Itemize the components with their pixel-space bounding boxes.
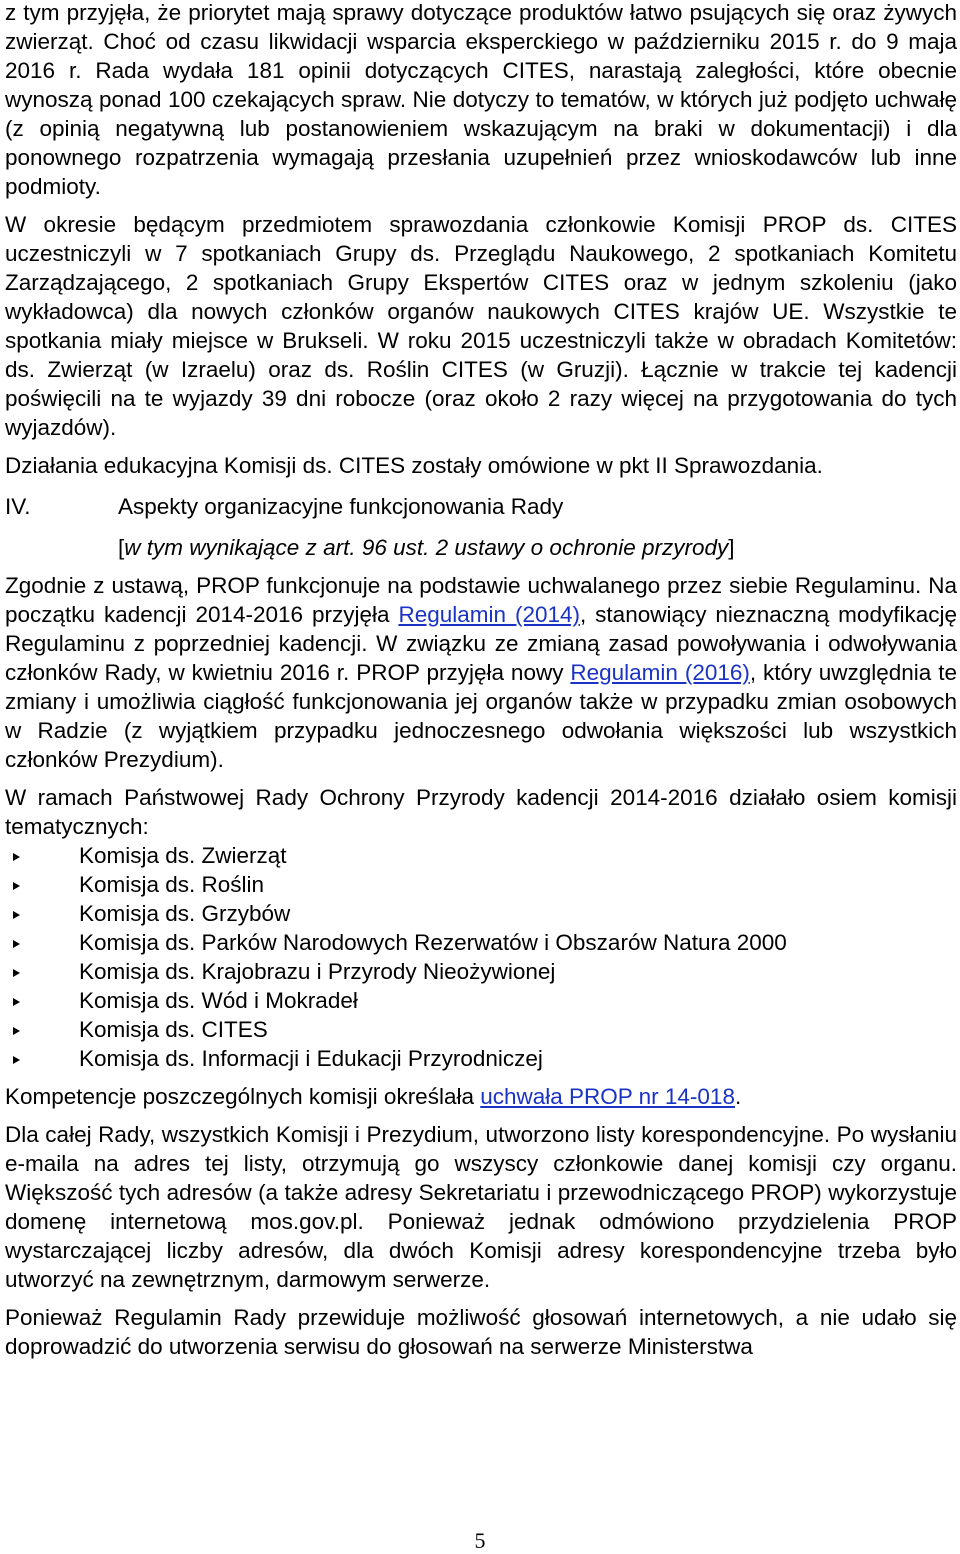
bullet-icon (13, 911, 20, 919)
subtitle-close-bracket: ] (728, 535, 735, 560)
bullet-icon (13, 969, 20, 977)
paragraph-cites-opinions: z tym przyjęła, że priorytet mają sprawy dotyczące produktów łatwo psujących się oraz żywych zwierząt. Choć od czasu likwidacji wsparcia eksperckiego w październiku 2015 r. do 9 maja 2016 r. Rada wydała 181 opinii dotyczących CITES, narastają zaległości, które obecnie wynoszą ponad 100 czekających spraw. Nie dotyczy to tematów, w których już podjęto uchwałę (z opinią negatywną lub postanowieniem wskazującym na braki w dokumentacji) i dla ponownego rozpatrzenia wymagają przesłania uzupełnień przez wnioskodawców lub inne podmioty. (5, 0, 957, 199)
bullet-icon (13, 940, 20, 948)
paragraph-competences (5, 1082, 957, 1111)
commissions-list (5, 841, 957, 1073)
competences-text-2: . (734, 1084, 742, 1109)
regulamin-text-2: , stanowiący nieznaczną modyfikację Regulaminu z poprzedniej kadencji. W związku ze zmianą zasad powoływania i odwoływania członków Rady, w kwietniu 2016 r. PROP przyjęła nowy (5, 602, 957, 685)
paragraph-cites-meetings: W okresie będącym przedmiotem sprawozdania członkowie Komisji PROP ds. CITES uczestniczyli w 7 spotkaniach Grupy ds. Przeglądu Naukowego, 2 spotkaniach Komitetu Zarządzającego, 2 spotkaniach Grupy Ekspertów CITES oraz w jednym szkoleniu (jako wykładowca) dla nowych członków organów naukowych CITES krajów UE. Wszystkie te spotkania miały miejsce w Brukseli. W roku 2015 uczestniczyli także w obradach Komitetów: ds. Zwierząt (w Izraelu) oraz ds. Roślin CITES (w Gruzji). Łącznie w trakcie tej kadencji poświęcili na te wyjazdy 39 dni robocze (oraz około 2 razy więcej na przygotowania do tych wyjazdów). (5, 212, 957, 440)
regulamin-2016-link[interactable]: Regulamin (2016) (570, 660, 750, 685)
subtitle-text: w tym wynikające z art. 96 ust. 2 ustawy o ochronie przyrody (124, 535, 729, 560)
bullet-icon (13, 1056, 20, 1064)
list-item: Komisja ds. Roślin (5, 870, 957, 899)
bullet-icon (13, 853, 20, 861)
paragraph-regulamin (5, 571, 957, 774)
list-item: Komisja ds. Krajobrazu i Przyrody Nieożywionej (5, 957, 957, 986)
section-title: Aspekty organizacyjne funkcjonowania Rady (118, 494, 564, 519)
list-item: Komisja ds. Wód i Mokradeł (5, 986, 957, 1015)
regulamin-2014-link[interactable]: Regulamin (2014) (398, 602, 580, 627)
paragraph-voting: Ponieważ Regulamin Rady przewiduje możliwość głosowań internetowych, a nie udało się doprowadzić do utworzenia serwisu do głosowań na serwerze Ministerstwa (5, 1305, 957, 1359)
paragraph-commissions-intro: W ramach Państwowej Rady Ochrony Przyrody kadencji 2014-2016 działało osiem komisji tematycznych: (5, 785, 957, 839)
section-number: IV. (5, 494, 31, 519)
list-item: Komisja ds. CITES (5, 1015, 957, 1044)
bullet-icon (13, 882, 20, 890)
regulamin-text-3: , który uwzględnia te zmiany i umożliwia ciągłość funkcjonowania jej organów także w przypadku zmian osobowych w Radzie (z wyjątkiem przypadku jednoczesnego odwołania większości lub wszystkich członków Prezydium). (5, 660, 957, 772)
section-subtitle (118, 533, 957, 562)
uchwala-link[interactable]: uchwała PROP nr 14-018 (480, 1084, 735, 1109)
paragraph-mailing-lists: Dla całej Rady, wszystkich Komisji i Prezydium, utworzono listy korespondencyjne. Po wysłaniu e-maila na adres tej listy, otrzymują go wszyscy członkowie danej komisji czy organu. Większość tych adresów (a także adresy Sekretariatu i przewodniczącego PROP) wykorzystuje domenę internetową mos.gov.pl. Ponieważ jednak odmówiono przydzielenia PROP wystarczającej liczby adresów, dla dwóch Komisji adresy korespondencyjne trzeba było utworzyć na zewnętrznym, darmowym serwerze. (5, 1122, 957, 1292)
competences-text-1: Kompetencje poszczególnych komisji określała (5, 1084, 481, 1109)
list-item: Komisja ds. Informacji i Edukacji Przyrodniczej (5, 1044, 957, 1073)
list-item: Komisja ds. Parków Narodowych Rezerwatów i Obszarów Natura 2000 (5, 928, 957, 957)
document-page (5, 0, 957, 1361)
section-heading (5, 492, 957, 521)
bullet-icon (13, 1027, 20, 1035)
regulamin-text-1: Zgodnie z ustawą, PROP funkcjonuje na podstawie uchwalanego przez siebie Regulaminu. Na początku kadencji 2014-2016 przyjęła (5, 573, 957, 627)
list-item: Komisja ds. Zwierząt (5, 841, 957, 870)
subtitle-open-bracket: [ (118, 535, 125, 560)
paragraph-education: Działania edukacyjna Komisji ds. CITES zostały omówione w pkt II Sprawozdania. (5, 453, 823, 478)
bullet-icon (13, 998, 20, 1006)
page-number: 5 (474, 1528, 486, 1553)
list-item: Komisja ds. Grzybów (5, 899, 957, 928)
